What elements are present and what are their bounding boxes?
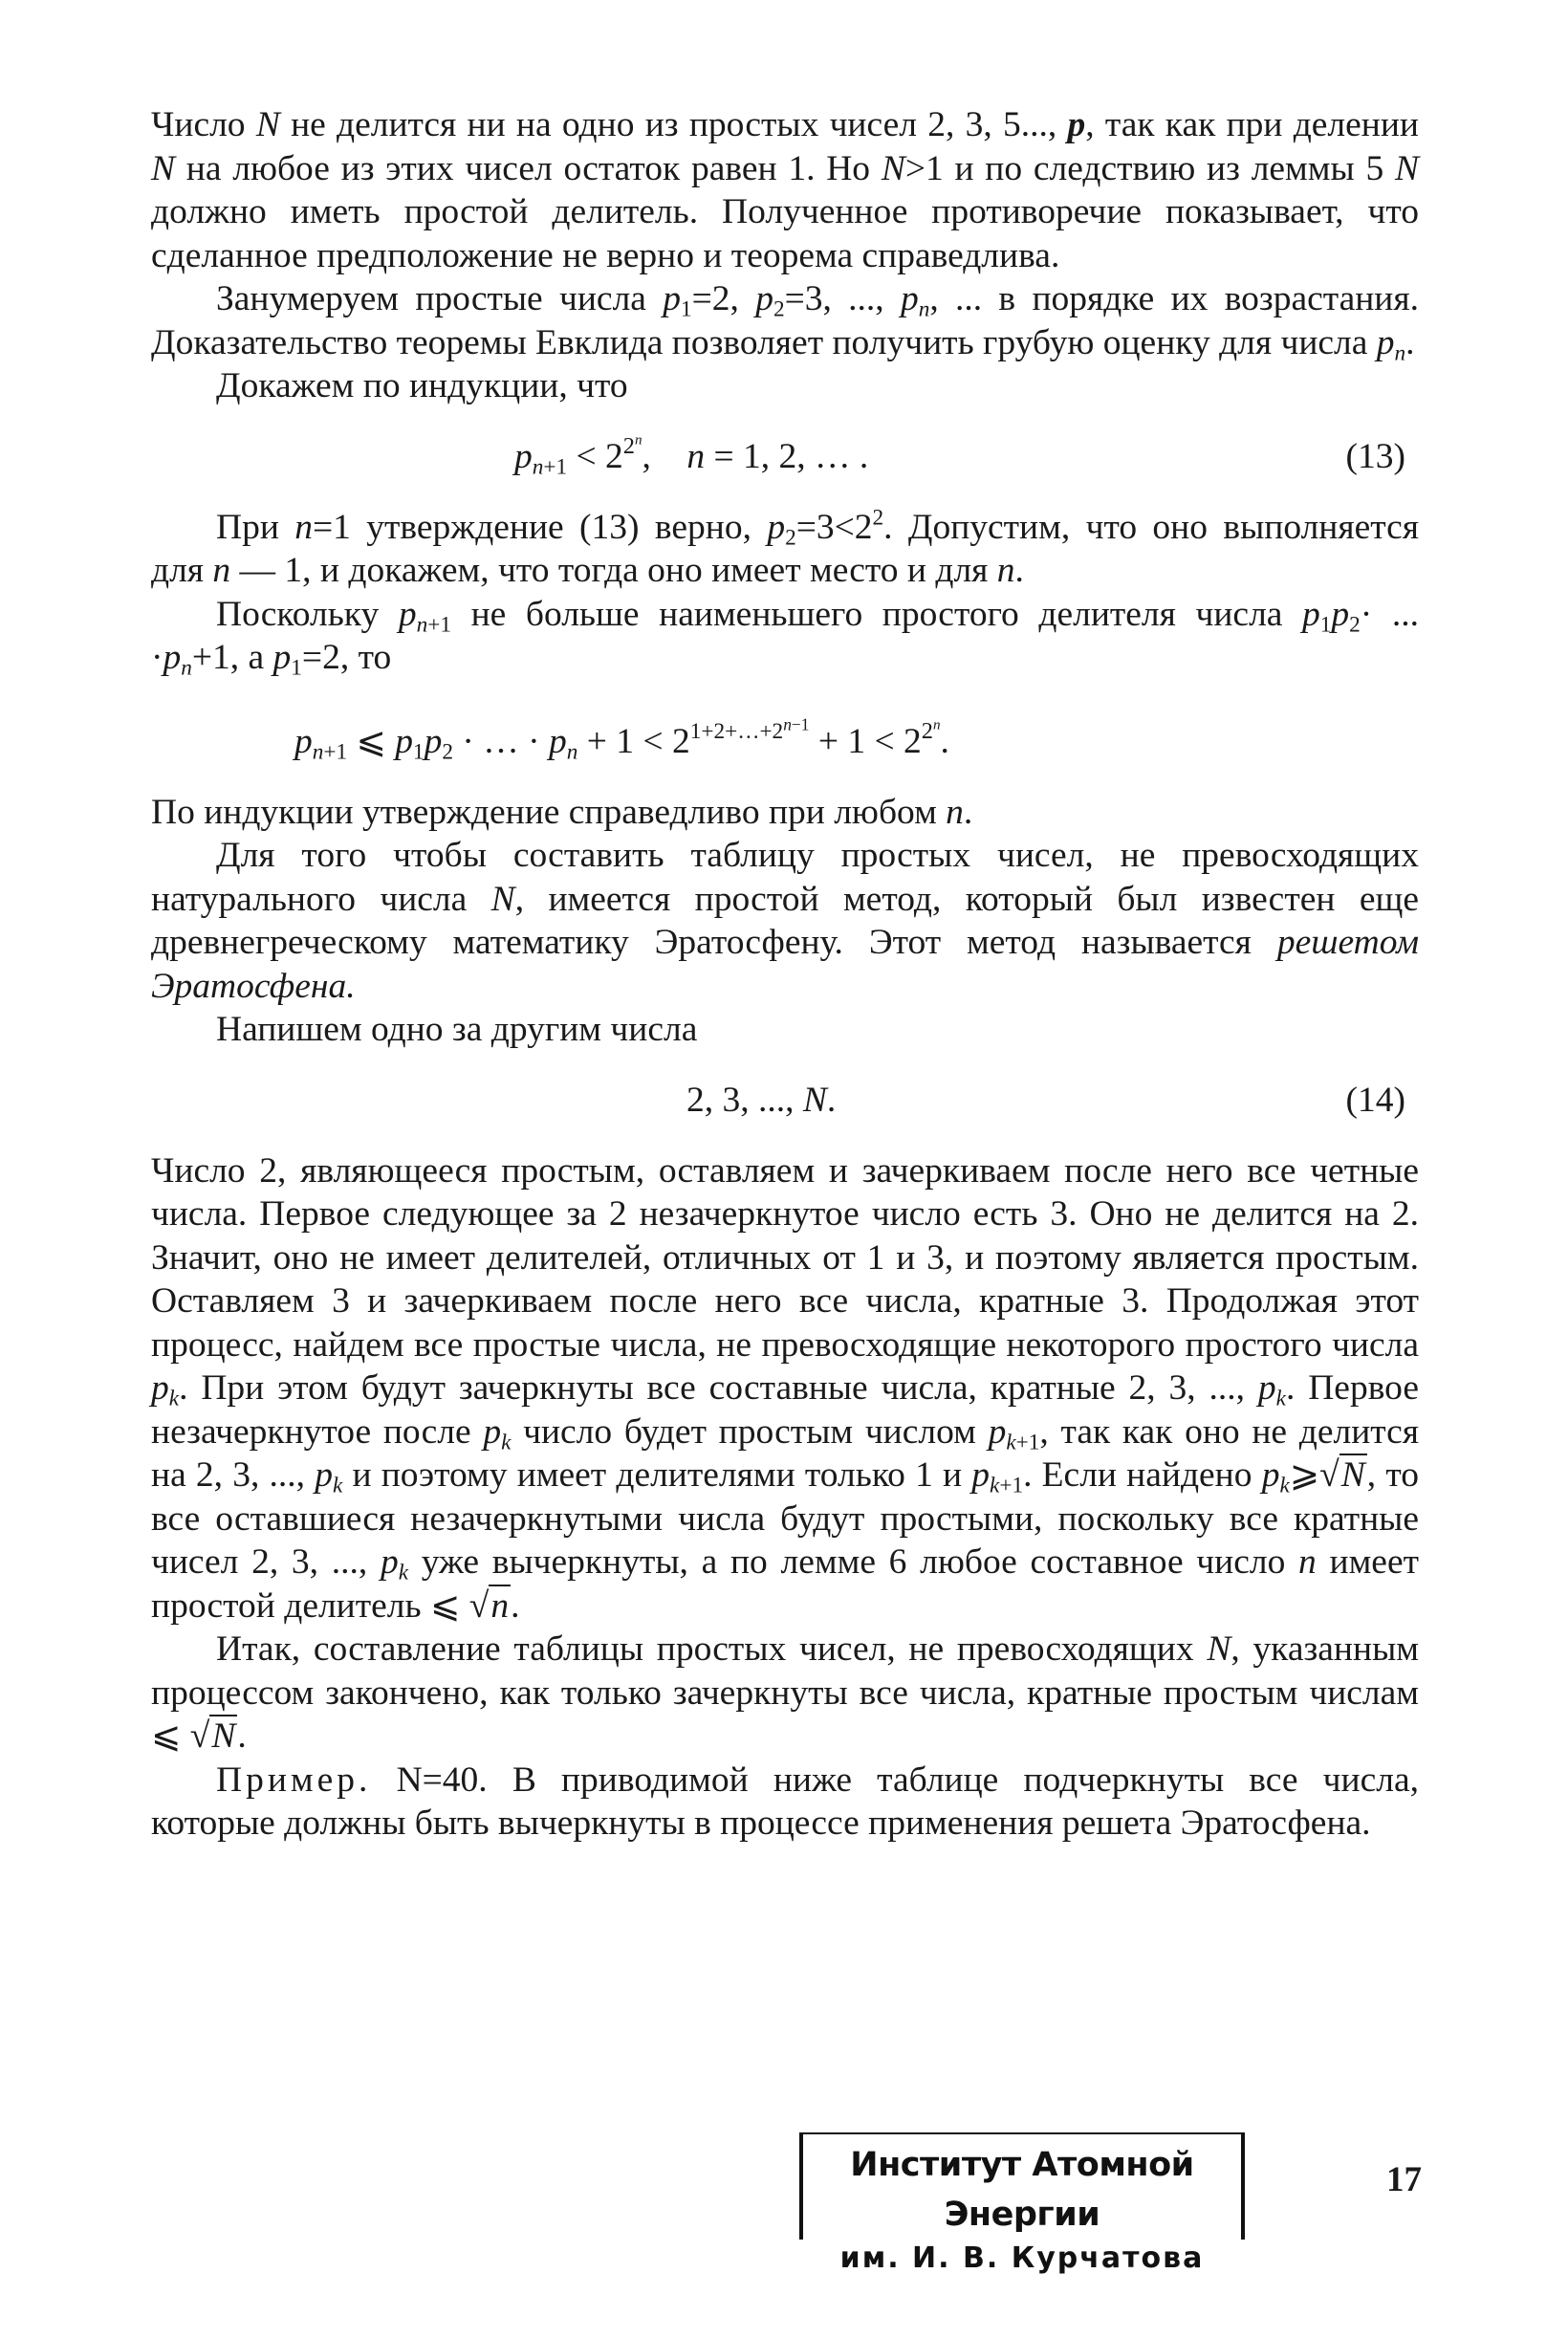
paragraph-4: При n=1 утверждение (13) верно, $p_2=3<2^2$. Допустим, что оно выполняется для n — 1, и докажем, что тогда оно имеет место и для n. <box>151 505 1419 590</box>
paragraph-7: Для того чтобы составить таблицу простых чисел, не превосходящих натурального числа N, имеется простой метод, который был известен еще древнегреческому математику Эратосфену. Этот метод называется решетом Эратосфена. <box>151 836 1419 1006</box>
page-body <box>151 103 1419 1846</box>
paragraph-2: Занумеруем простые числа $p_1=2$, $p_2=3$, ..., $p_n$, ... в порядке их возрастания. Доказательство теоремы Евклида позволяет получить грубую оценку для числа $p_n$. <box>151 279 1419 365</box>
page-number: 17 <box>1386 2160 1422 2199</box>
paragraph-1: Число N не делится ни на одно из простых чисел 2, 3, 5..., p, так как при делении N на любое из этих чисел остаток равен 1. Но N>1 и по следствию из леммы 5 N должно иметь простой делитель. Полученное противоречие показывает, что сделанное предположение не верно и теорема справедлива. <box>151 105 1419 275</box>
stamp-line-2: им. И. В. Курчатова <box>839 2241 1205 2275</box>
paragraph-5: Поскольку $p_{n+1}$ не больше наименьшего простого делителя числа $p_1p_2\cdot$ ... $\cdot p_n+1$, а $p_1=2$, то <box>151 594 1419 681</box>
paragraph-3: Докажем по индукции, что <box>216 366 628 405</box>
example-text: N=40. В приводимой ниже таблице подчеркнуты все числа, которые должны быть вычеркнуты в процессе применения решета Эратосфена. <box>151 1760 1419 1843</box>
equation-number-14: (14) <box>1345 1080 1405 1120</box>
formula-14 <box>151 1058 1419 1144</box>
library-stamp <box>799 2132 1245 2275</box>
paragraph-8: Напишем одно за другим числа <box>216 1010 698 1049</box>
paragraph-6: По индукции утверждение справедливо при любом n. <box>151 792 973 832</box>
formula-14-expression: 2, 3, ..., N. <box>686 1080 837 1120</box>
stamp-line-1: Институт Атомной Энергии <box>850 2146 1194 2234</box>
inequality-expression: $p_{n+1}$ ⩽ $p_1p_2$ · … · $p_n + 1 < 2^{1+2+\dots+2^{n-1}} + 1 < 2^{2^n}$. <box>294 714 949 764</box>
formula-13-expression: $p_{n+1} < 2^{2^n}$, n = 1, 2, … . <box>514 432 869 479</box>
formula-13 <box>151 414 1419 500</box>
formula-inequality <box>151 684 1419 787</box>
paragraph-10: Итак, составление таблицы простых чисел, не превосходящих N, указанным процессом закончено, как только зачеркнуты все числа, кратные простым числам ⩽ √N. <box>151 1629 1419 1756</box>
paragraph-9: Число 2, являющееся простым, оставляем и зачеркиваем после него все четные числа. Первое следующее за 2 незачеркнутое число есть 3. Оно не делится на 2. Значит, оно не имеет делителей, отличных от 1 и 3, и поэтому является простым. Оставляем 3 и зачеркиваем после него все числа, кратные 3. Продолжая этот процесс, найдем все простые числа, не превосходящие некоторого простого числа $p_k$. При этом будут зачеркнуты все составные числа, кратные 2, 3, ..., $p_k$. Первое незачеркнутое после $p_k$ число будет простым числом $p_{k+1}$, так как оно не делится на 2, 3, ..., $p_k$ и поэтому имеет делителями только 1 и $p_{k+1}$. Если найдено $p_k⩾√N$, то все оставшиеся незачеркнутыми числа будут простыми, поскольку все кратные чисел 2, 3, ..., $p_k$ уже вычеркнуты, а по лемме 6 любое составное число n имеет простой делитель ⩽ √n. <box>151 1150 1420 1626</box>
paragraph-11 <box>151 1759 1419 1846</box>
example-label: Пример. <box>216 1760 372 1800</box>
equation-number-13: (13) <box>1345 436 1405 476</box>
